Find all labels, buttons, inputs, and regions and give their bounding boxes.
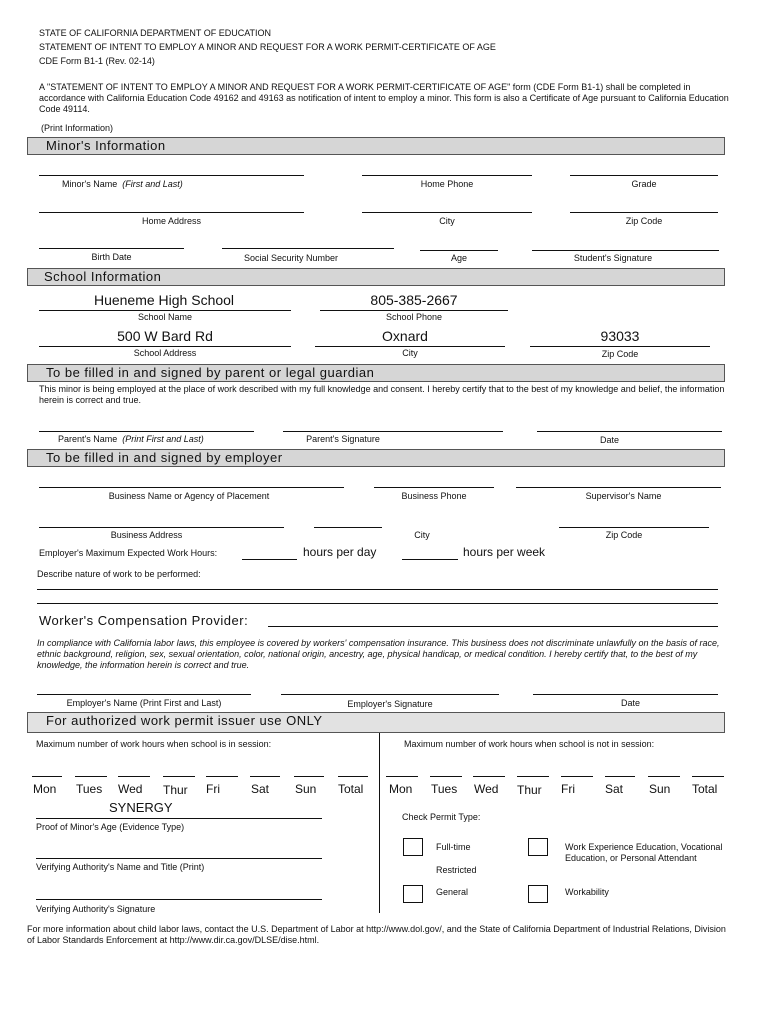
form-title: STATEMENT OF INTENT TO EMPLOY A MINOR AND REQUEST FOR A WORK PERMIT-CERTIFICATE OF AGE bbox=[39, 42, 496, 52]
hours-summer-fri-field[interactable] bbox=[561, 776, 593, 777]
print-info-note: (Print Information) bbox=[41, 123, 114, 133]
home-address-field[interactable] bbox=[39, 212, 304, 213]
school-address-value: 500 W Bard Rd bbox=[117, 328, 213, 344]
hours-total-field[interactable] bbox=[338, 776, 368, 777]
section-minor-information: Minor's Information bbox=[27, 137, 725, 155]
minor-name-label: Minor's Name (First and Last) bbox=[62, 179, 183, 189]
school-phone-value: 805-385-2667 bbox=[370, 292, 458, 308]
birth-date-field[interactable] bbox=[39, 248, 184, 249]
minor-zip-label: Zip Code bbox=[625, 216, 663, 226]
hours-summer-sat-field[interactable] bbox=[605, 776, 635, 777]
business-phone-label: Business Phone bbox=[401, 491, 467, 501]
school-city-field[interactable] bbox=[315, 346, 505, 347]
age-field[interactable] bbox=[420, 250, 498, 251]
evidence-type-value: SYNERGY bbox=[109, 800, 173, 815]
day-label-summer-tues: Tues bbox=[431, 782, 458, 796]
supervisor-name-field[interactable] bbox=[516, 487, 721, 488]
business-city-field[interactable] bbox=[314, 527, 382, 528]
home-phone-label: Home Phone bbox=[420, 179, 474, 189]
permit-general-checkbox[interactable] bbox=[403, 885, 423, 903]
day-label-tues: Tues bbox=[76, 782, 103, 796]
business-name-label: Business Name or Agency of Placement bbox=[108, 491, 270, 501]
evidence-type-field[interactable] bbox=[36, 818, 322, 819]
hours-summer-mon-field[interactable] bbox=[386, 776, 418, 777]
hours-sat-field[interactable] bbox=[250, 776, 280, 777]
business-name-field[interactable] bbox=[39, 487, 344, 488]
day-label-summer-thur: Thur bbox=[517, 783, 542, 797]
verifier-name-field[interactable] bbox=[36, 858, 322, 859]
parent-consent-statement: This minor is being employed at the place of work described with my full knowledge and consent. I hereby certify that to the best of my knowledge and belief, the information herein is correct and true. bbox=[39, 384, 725, 405]
hours-summer-tues-field[interactable] bbox=[430, 776, 462, 777]
day-label-wed: Wed bbox=[118, 782, 143, 796]
section-parent-guardian: To be filled in and signed by parent or legal guardian bbox=[27, 364, 725, 382]
hours-thur-field[interactable] bbox=[163, 776, 195, 777]
permit-type-label: Check Permit Type: bbox=[402, 812, 481, 822]
grade-field[interactable] bbox=[570, 175, 718, 176]
permit-workability-label: Workability bbox=[565, 887, 609, 897]
day-label-sun: Sun bbox=[295, 782, 317, 796]
permit-work-experience-checkbox[interactable] bbox=[528, 838, 548, 856]
permit-general-label: General bbox=[436, 887, 469, 897]
hours-sun-field[interactable] bbox=[294, 776, 324, 777]
day-label-summer-sat: Sat bbox=[605, 782, 624, 796]
verifier-signature-label: Verifying Authority's Signature bbox=[36, 904, 156, 914]
verifier-name-label: Verifying Authority's Name and Title (Print) bbox=[36, 862, 205, 872]
home-address-label: Home Address bbox=[141, 216, 202, 226]
hours-per-week-field[interactable] bbox=[402, 559, 458, 560]
intro-text: A "STATEMENT OF INTENT TO EMPLOY A MINOR AND REQUEST FOR A WORK PERMIT-CERTIFICATE OF AGE" form (CDE Form B1-1) shall be completed in accordance with California Education Code 49162 and 49163 as notification of intent to employ a minor. This form is also a Certificate of Age pursuant to California Education Code 49114. bbox=[39, 82, 729, 114]
parent-name-label: Parent's Name (Print First and Last) bbox=[58, 434, 204, 444]
ssn-field[interactable] bbox=[222, 248, 394, 249]
describe-work-label: Describe nature of work to be performed: bbox=[37, 569, 201, 579]
business-zip-field[interactable] bbox=[559, 527, 709, 528]
school-name-value: Hueneme High School bbox=[93, 292, 235, 308]
permit-restricted-label: Restricted bbox=[436, 865, 477, 875]
workers-comp-label: Worker's Compensation Provider: bbox=[39, 613, 249, 628]
school-zip-label: Zip Code bbox=[601, 349, 639, 359]
employer-name-label: Employer's Name (Print First and Last) bbox=[66, 698, 222, 708]
issuer-divider bbox=[379, 733, 380, 913]
student-signature-field[interactable] bbox=[532, 250, 719, 251]
day-label-summer-wed: Wed bbox=[474, 782, 499, 796]
parent-signature-label: Parent's Signature bbox=[306, 434, 380, 444]
hours-summer-thur-field[interactable] bbox=[517, 776, 549, 777]
business-city-label: City bbox=[414, 530, 430, 540]
business-phone-field[interactable] bbox=[374, 487, 494, 488]
day-label-mon: Mon bbox=[33, 782, 57, 796]
parent-date-field[interactable] bbox=[537, 431, 722, 432]
hours-fri-field[interactable] bbox=[206, 776, 238, 777]
permit-workability-checkbox[interactable] bbox=[528, 885, 548, 903]
max-hours-label: Employer's Maximum Expected Work Hours: bbox=[39, 548, 218, 558]
form-number: CDE Form B1-1 (Rev. 02-14) bbox=[39, 56, 155, 66]
work-description-line-2[interactable] bbox=[37, 603, 718, 604]
school-zip-field[interactable] bbox=[530, 346, 710, 347]
day-label-summer-sun: Sun bbox=[649, 782, 671, 796]
minor-city-field[interactable] bbox=[362, 212, 532, 213]
not-in-session-label: Maximum number of work hours when school is not in session: bbox=[404, 739, 655, 749]
permit-full-time-label: Full-time bbox=[436, 842, 471, 852]
agency-line: STATE OF CALIFORNIA DEPARTMENT OF EDUCATION bbox=[39, 28, 272, 38]
hours-per-day-field[interactable] bbox=[242, 559, 297, 560]
hours-tues-field[interactable] bbox=[75, 776, 107, 777]
grade-label: Grade bbox=[631, 179, 657, 189]
hours-mon-field[interactable] bbox=[32, 776, 62, 777]
employer-date-field[interactable] bbox=[533, 694, 718, 695]
parent-name-field[interactable] bbox=[39, 431, 254, 432]
employer-name-field[interactable] bbox=[37, 694, 251, 695]
evidence-type-label: Proof of Minor's Age (Evidence Type) bbox=[36, 822, 185, 832]
school-city-label: City bbox=[402, 348, 418, 358]
supervisor-name-label: Supervisor's Name bbox=[585, 491, 662, 501]
school-name-field[interactable] bbox=[39, 310, 291, 311]
permit-work-experience-label: Work Experience Education, Vocational Education, or Personal Attendant bbox=[565, 842, 723, 863]
footer-info: For more information about child labor laws, contact the U.S. Department of Labor at http://www.dol.gov/, and the State of California Department of Industrial Relations, Division of Labor Standards Enforcement at http://www.dir.ca.gov/DLSE/dise.html. bbox=[27, 924, 726, 945]
employer-signature-label: Employer's Signature bbox=[347, 699, 433, 709]
day-label-summer-fri: Fri bbox=[561, 782, 575, 796]
day-label-summer-mon: Mon bbox=[389, 782, 413, 796]
school-name-label: School Name bbox=[137, 312, 193, 322]
parent-signature-field[interactable] bbox=[283, 431, 503, 432]
business-address-field[interactable] bbox=[39, 527, 284, 528]
day-label-fri: Fri bbox=[206, 782, 220, 796]
school-phone-field[interactable] bbox=[320, 310, 508, 311]
section-school-information: School Information bbox=[27, 268, 725, 286]
verifier-signature-field[interactable] bbox=[36, 899, 322, 900]
minor-zip-field[interactable] bbox=[570, 212, 718, 213]
school-address-label: School Address bbox=[133, 348, 197, 358]
parent-date-label: Date bbox=[599, 435, 619, 445]
school-phone-label: School Phone bbox=[385, 312, 443, 322]
home-phone-field[interactable] bbox=[362, 175, 532, 176]
hours-per-day-label: hours per day bbox=[303, 545, 377, 559]
section-employer: To be filled in and signed by employer bbox=[27, 449, 725, 467]
employer-date-label: Date bbox=[620, 698, 640, 708]
hours-summer-sun-field[interactable] bbox=[648, 776, 680, 777]
day-label-sat: Sat bbox=[251, 782, 270, 796]
hours-wed-field[interactable] bbox=[118, 776, 150, 777]
workers-comp-field[interactable] bbox=[268, 626, 718, 627]
age-label: Age bbox=[450, 253, 467, 263]
student-signature-label: Student's Signature bbox=[573, 253, 653, 263]
ssn-label: Social Security Number bbox=[243, 253, 339, 263]
work-description-line-1[interactable] bbox=[37, 589, 718, 590]
school-zip-value: 93033 bbox=[600, 328, 640, 344]
school-address-field[interactable] bbox=[39, 346, 291, 347]
permit-full-time-checkbox[interactable] bbox=[403, 838, 423, 856]
business-address-label: Business Address bbox=[110, 530, 183, 540]
hours-summer-wed-field[interactable] bbox=[473, 776, 505, 777]
minor-name-field[interactable] bbox=[39, 175, 304, 176]
business-zip-label: Zip Code bbox=[605, 530, 643, 540]
minor-city-label: City bbox=[439, 216, 455, 226]
in-session-label: Maximum number of work hours when school is in session: bbox=[36, 739, 272, 749]
day-label-summer-total: Total bbox=[692, 782, 718, 796]
school-city-value: Oxnard bbox=[382, 328, 428, 344]
day-label-total: Total bbox=[338, 782, 364, 796]
hours-summer-total-field[interactable] bbox=[692, 776, 724, 777]
birth-date-label: Birth Date bbox=[91, 252, 132, 262]
compliance-statement: In compliance with California labor laws, this employee is covered by workers' compensation insurance. This business does not discriminate unlawfully on the basis of race, ethnic background, religion, sex, sexual orientation, color, national origin, ancestry, age, physical handicap, or medical condition. I hereby certify that, to the best of my knowledge, the information herein is correct and true. bbox=[37, 638, 720, 670]
day-label-thur: Thur bbox=[163, 783, 188, 797]
hours-per-week-label: hours per week bbox=[463, 545, 546, 559]
section-issuer: For authorized work permit issuer use ONLY bbox=[27, 712, 725, 733]
employer-signature-field[interactable] bbox=[281, 694, 499, 695]
